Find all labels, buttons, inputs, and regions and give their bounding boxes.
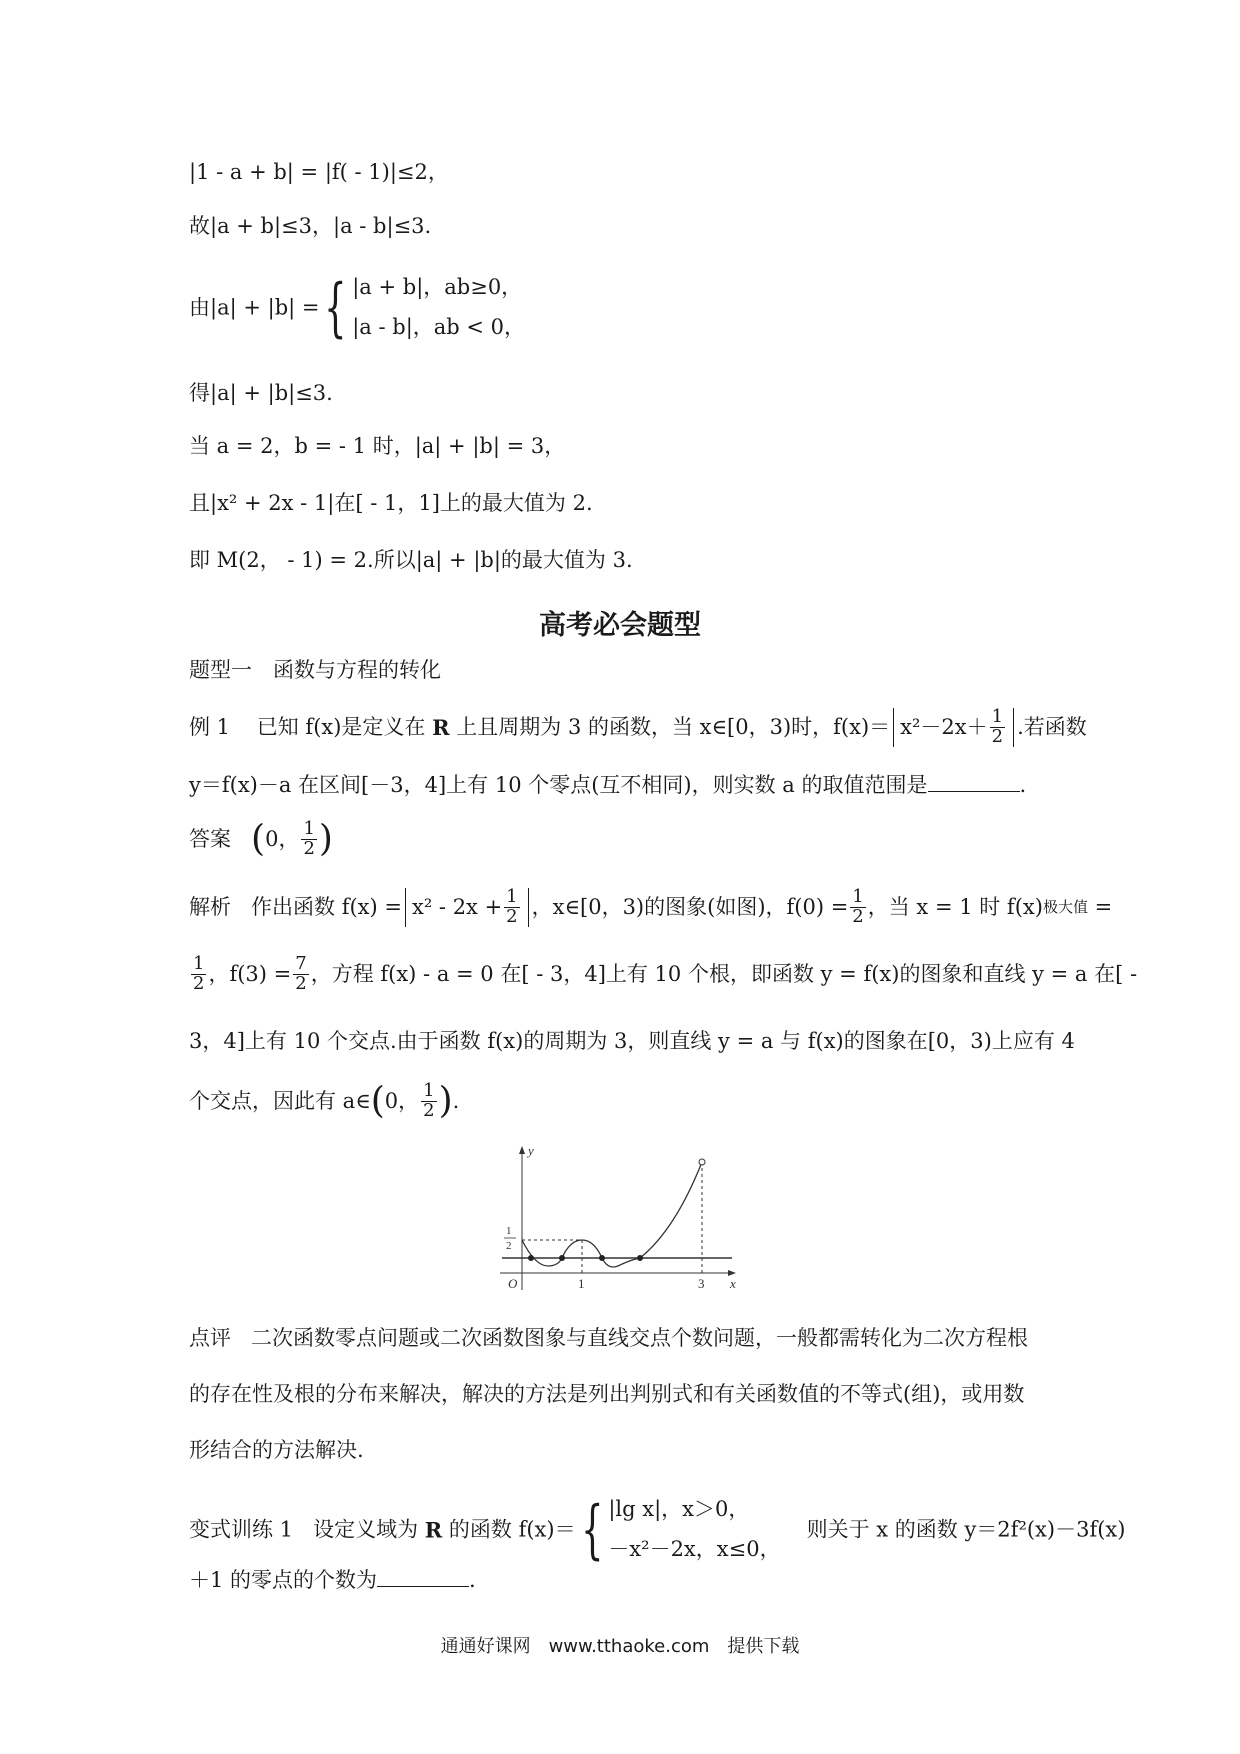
analysis-half-4: [421, 1082, 436, 1121]
variant-line-1: [189, 1490, 1125, 1570]
variant-case-2: －x²－2x，x≤0，: [608, 1536, 781, 1561]
variant-case-1: |lg x|，x＞0，: [608, 1497, 750, 1521]
analysis-l1-b: ，x∈[0，3)的图象(如图)，f(0) =: [531, 894, 849, 919]
solution-line-6: 且|x² + 2x - 1|在[ - 1，1]上的最大值为 2.: [189, 491, 593, 515]
intersection-point-3: [599, 1255, 605, 1261]
analysis-label: 解析: [189, 894, 231, 919]
example-line-2-end: .: [1019, 773, 1027, 797]
comment-label: 点评: [189, 1326, 231, 1350]
answer-label: 答案: [189, 826, 231, 851]
answer-zero: 0，: [265, 826, 300, 851]
interval-close: ): [438, 1080, 453, 1122]
variant-text-c: 则关于 x 的函数 y＝2f²(x)－3f(x): [806, 1517, 1126, 1542]
half-tick-num: 1: [506, 1225, 512, 1237]
comment-line-1: [189, 1328, 1028, 1349]
intersection-point-1: [528, 1255, 534, 1261]
answer-num: 1: [303, 818, 315, 839]
function-curve: [522, 1162, 702, 1267]
half-den-1: 2: [506, 905, 518, 927]
open-endpoint: [699, 1159, 705, 1165]
answer-line: [189, 820, 333, 859]
answer-open: (: [251, 818, 266, 860]
analysis-abs-expression: [405, 888, 529, 927]
variant-text-a: 设定义域为: [313, 1517, 419, 1542]
example-text-a: 已知 f(x)是定义在: [256, 714, 426, 739]
variant-brace: {: [580, 1492, 604, 1567]
half-num-2: 1: [852, 886, 864, 907]
variant-real-set: R: [424, 1517, 443, 1543]
analysis-line-1: [189, 888, 1112, 927]
analysis-l1-a: 作出函数 f(x) =: [251, 894, 402, 919]
example-text-c: .若函数: [1017, 714, 1087, 739]
analysis-line-2: [189, 955, 1137, 994]
tick-label-1: 1: [578, 1276, 585, 1291]
analysis-line-4: [189, 1082, 459, 1121]
solution-line-7: 即 M(2， - 1) = 2.所以|a| + |b|的最大值为 3.: [189, 548, 633, 572]
example-line-2-text: y＝f(x)－a 在区间[－3，4]上有 10 个零点(互不相同)，则实数 a 的取值范围是: [189, 773, 928, 797]
half-num-1: 1: [506, 886, 518, 907]
x-axis-label: x: [730, 1276, 736, 1291]
analysis-l2-a: ，f(3) =: [208, 961, 292, 986]
real-set-symbol: R: [432, 714, 450, 740]
analysis-l4-end: .: [452, 1088, 460, 1113]
variant-answer-blank: [377, 1568, 469, 1587]
interval-open: (: [370, 1080, 385, 1122]
analysis-l2-b: ，方程 f(x) - a = 0 在[ - 3，4]上有 10 个根，即函数 y = f(x)的图象和直线 y = a 在[ -: [310, 961, 1138, 986]
variant-line-2-end: .: [469, 1568, 476, 1592]
analysis-l1-c: ，当 x = 1 时 f(x): [867, 894, 1043, 919]
abs-expr-text: x²－2x＋: [900, 714, 988, 739]
analysis-half-1: [504, 888, 519, 927]
variant-text-b: 的函数 f(x)＝: [448, 1517, 576, 1542]
answer-blank: [928, 773, 1020, 792]
page-footer: 通通好课网 www.tthaoke.com 提供下载: [440, 1636, 800, 1657]
example-text-b: 上且周期为 3 的函数，当 x∈[0，3)时，f(x)＝: [456, 714, 891, 739]
solution-line-5: 当 a = 2，b = - 1 时，|a| + |b| = 3，: [189, 434, 566, 458]
half-fraction: [990, 708, 1005, 747]
half-den-4: 2: [423, 1099, 435, 1121]
solution-line-4: 得|a| + |b|≤3.: [189, 381, 333, 405]
analysis-l4-a: 个交点，因此有 a∈: [189, 1088, 371, 1113]
variant-label: 变式训练 1: [189, 1517, 294, 1542]
seven-halves: [293, 955, 308, 994]
half-den-2: 2: [852, 905, 864, 927]
comment-line-3: 形结合的方法解决.: [189, 1438, 364, 1462]
variant-line-2-text: ＋1 的零点的个数为: [189, 1568, 378, 1592]
left-brace: {: [324, 270, 348, 345]
analysis-half-3: [191, 955, 206, 994]
section-title: 高考必会题型: [539, 610, 701, 641]
type-heading: 题型一 函数与方程的转化: [189, 658, 441, 682]
half-den-3: 2: [193, 972, 205, 994]
seven-num: 7: [295, 953, 307, 974]
solution-line-3: [189, 268, 525, 348]
answer-den: 2: [303, 837, 315, 859]
piecewise-cases: [352, 268, 525, 348]
half-num-3: 1: [193, 953, 205, 974]
case-2: |a - b|，ab < 0，: [352, 314, 526, 339]
example-label: 例 1: [189, 714, 231, 739]
comment-text-1: 二次函数零点问题或二次函数图象与直线交点个数问题，一般都需转化为二次方程根: [251, 1326, 1029, 1350]
fraction-den: 2: [991, 725, 1004, 747]
solution-line-3-prefix: 由|a| + |b| =: [189, 295, 320, 320]
fraction-num: 1: [991, 706, 1004, 727]
analysis-l4-b: 0，: [384, 1088, 420, 1113]
intersection-point-4: [637, 1255, 643, 1261]
case-1: |a + b|，ab≥0，: [352, 275, 523, 299]
analysis-line-3: 3，4]上有 10 个交点.由于函数 f(x)的周期为 3，则直线 y = a 与 f(x)的图象在[0，3)上应有 4: [189, 1029, 1075, 1053]
intersection-point-2: [559, 1255, 565, 1261]
abs-expression: [893, 708, 1014, 747]
y-axis-arrow: [519, 1146, 525, 1154]
analysis-l1-d: =: [1087, 894, 1113, 919]
answer-close: ): [318, 818, 333, 860]
y-axis-label: y: [528, 1143, 534, 1158]
analysis-subscript: 极大值: [1042, 897, 1088, 916]
analysis-half-2: [850, 888, 865, 927]
half-num-4: 1: [423, 1080, 435, 1101]
half-tick-den: 2: [506, 1240, 512, 1252]
solution-line-1: |1 - a + b| = |f( - 1)|≤2，: [189, 160, 449, 184]
analysis-abs-text: x² - 2x +: [411, 894, 503, 919]
variant-cases: [608, 1490, 780, 1570]
tick-label-3: 3: [698, 1276, 705, 1291]
answer-fraction: [301, 820, 316, 859]
example-line-2: [189, 773, 1026, 796]
example-line-1: [189, 708, 1087, 747]
variant-line-2: [189, 1568, 476, 1591]
seven-den: 2: [295, 972, 307, 994]
comment-line-2: 的存在性及根的分布来解决，解决的方法是列出判别式和有关函数值的不等式(组)，或用数: [189, 1382, 1025, 1406]
function-graph: [480, 1140, 760, 1300]
solution-line-2: 故|a + b|≤3，|a - b|≤3.: [189, 214, 432, 238]
origin-label: O: [508, 1276, 518, 1291]
